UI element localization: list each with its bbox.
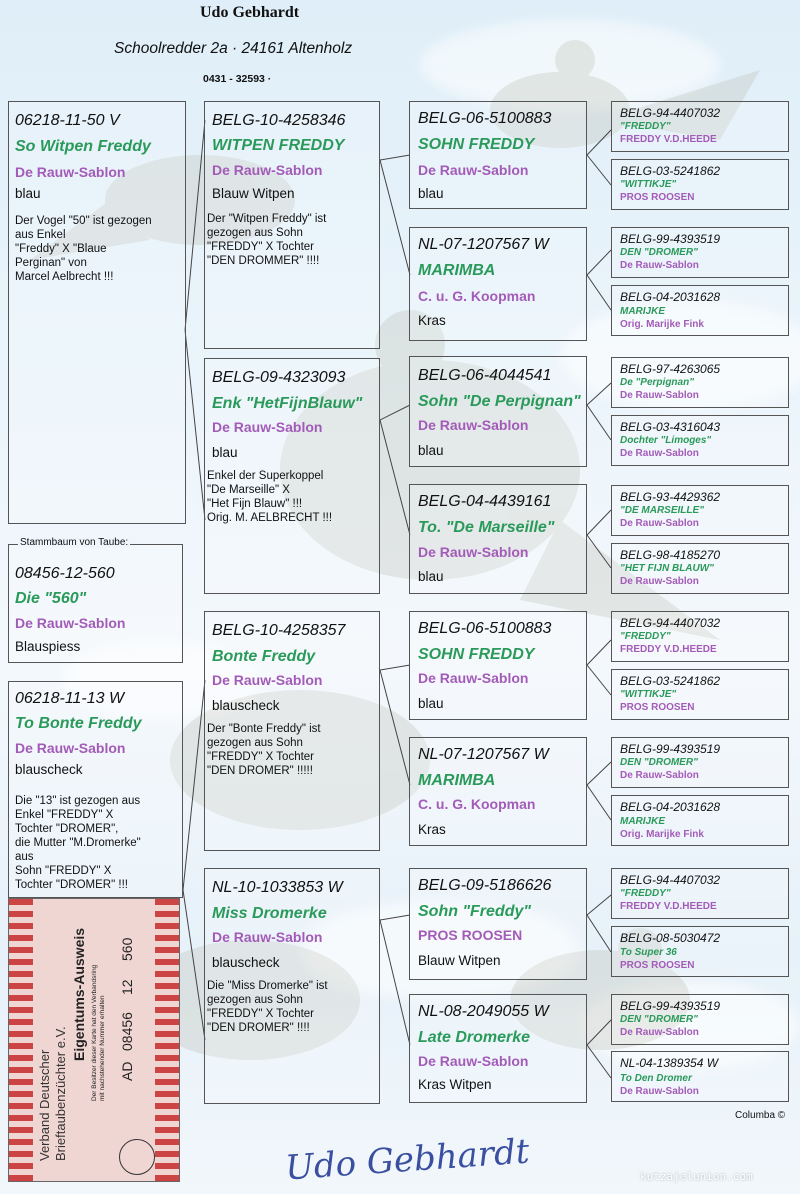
ring-number: BELG-04-2031628 [620, 290, 721, 304]
ring-number: BELG-99-4393519 [620, 999, 721, 1013]
breeder-name: FREDDY V.D.HEEDE [620, 644, 717, 655]
pigeon-name: To Bonte Freddy [15, 715, 142, 732]
gen3-card-5 [409, 611, 587, 720]
gen4-card-8 [611, 543, 789, 594]
breeder-name: De Rauw-Sablon [15, 164, 126, 180]
gen3-card-8 [409, 994, 587, 1103]
card-number1: 08456 [119, 1012, 135, 1051]
gen4-card-9 [611, 611, 789, 662]
breeder-name: De Rauw-Sablon [418, 670, 529, 686]
note-text: Die "Miss Dromerke" ist gezogen aus Sohn "FREDDY" X Tochter "DEN DROMER" !!!! [207, 980, 328, 1034]
card-small1: Der Besitzer dieser Karte hat den Verbandsring [91, 964, 98, 1101]
pigeon-name: SOHN FREDDY [418, 136, 535, 153]
plumage-color: blau [418, 186, 444, 201]
ring-number: BELG-04-2031628 [620, 800, 721, 814]
plumage-color: Blauw Witpen [212, 186, 295, 201]
subject-card [8, 544, 183, 663]
gen4-card-7 [611, 485, 789, 536]
ring-number: BELG-09-4323093 [212, 369, 346, 386]
pigeon-name: "FREDDY" [620, 121, 671, 132]
pigeon-name: Enk "HetFijnBlauw" [212, 395, 363, 412]
card-small2: mit nachstehender Nummer erhalten [99, 995, 106, 1101]
breeder-name: De Rauw-Sablon [620, 1027, 699, 1038]
pigeon-name: MARIJKE [620, 306, 666, 317]
ring-number: BELG-06-5100883 [418, 620, 552, 637]
plumage-color: blauscheck [212, 698, 280, 713]
plumage-color: blauscheck [212, 955, 280, 970]
owner-name: Udo Gebhardt [200, 4, 300, 21]
ring-number: NL-08-2049055 W [418, 1003, 549, 1020]
pigeon-name: MARIJKE [620, 816, 666, 827]
breeder-name: Orig. Marijke Fink [620, 319, 704, 330]
plumage-color: Kras Witpen [418, 1077, 492, 1092]
breeder-name: De Rauw-Sablon [620, 390, 699, 401]
ring-number: BELG-09-5186626 [418, 877, 552, 894]
ring-number: BELG-99-4393519 [620, 232, 721, 246]
gen2-card-4 [204, 868, 380, 1104]
gen4-card-16 [611, 1051, 789, 1102]
gen4-card-15 [611, 994, 789, 1045]
ring-number: BELG-04-4439161 [418, 493, 552, 510]
note-text: Der "Bonte Freddy" ist gezogen aus Sohn "FREDDY" X Tochter "DEN DROMER" !!!!! [207, 723, 321, 777]
breeder-name: PROS ROOSEN [620, 702, 695, 713]
breeder-name: Orig. Marijke Fink [620, 829, 704, 840]
breeder-name: De Rauw-Sablon [620, 448, 699, 459]
gen4-card-6 [611, 415, 789, 466]
card-number2: 12 [119, 979, 135, 995]
pigeon-name: Bonte Freddy [212, 648, 316, 665]
ring-number: BELG-93-4429362 [620, 490, 721, 504]
gen4-card-10 [611, 669, 789, 720]
gen2-card-2 [204, 358, 380, 594]
breeder-name: De Rauw-Sablon [620, 518, 699, 529]
ring-number: BELG-10-4258346 [212, 112, 346, 129]
pigeon-name: "FREDDY" [620, 888, 671, 899]
pigeon-name: "WITTIKJE" [620, 689, 677, 700]
ring-number: BELG-06-4044541 [418, 367, 552, 384]
dam-card [8, 681, 183, 898]
pigeon-name: "FREDDY" [620, 631, 671, 642]
breeder-name: De Rauw-Sablon [620, 770, 699, 781]
plumage-color: blau [212, 445, 238, 460]
ring-number: BELG-10-4258357 [212, 622, 346, 639]
note-text: Die "13" ist gezogen aus Enkel "FREDDY" X Tochter "DROMER", die Mutter "M.Dromerke" aus Sohn "FREDDY" X Tochter "DROMER" !!! [15, 795, 141, 891]
pigeon-name: SOHN FREDDY [418, 646, 535, 663]
plumage-color: Kras [418, 313, 446, 328]
pigeon-name: Late Dromerke [418, 1029, 531, 1046]
plumage-color: Kras [418, 822, 446, 837]
gen3-card-6 [409, 737, 587, 846]
gen3-card-2 [409, 227, 587, 341]
ring-number: BELG-06-5100883 [418, 110, 552, 127]
note-text: Enkel der Superkoppel "De Marseille" X "Het Fijn Blauw" !!! Orig. M. AELBRECHT !!! [207, 470, 333, 524]
breeder-name: De Rauw-Sablon [212, 162, 323, 178]
breeder-name: De Rauw-Sablon [418, 544, 529, 560]
pigeon-name: MARIMBA [418, 772, 496, 789]
breeder-name: De Rauw-Sablon [212, 419, 323, 435]
card-code: AD [119, 1061, 135, 1081]
pigeon-name: Sohn "Freddy" [418, 903, 531, 920]
ring-number: 08456-12-560 [15, 565, 115, 582]
pigeon-name: "HET FIJN BLAUW" [620, 563, 714, 574]
breeder-name: De Rauw-Sablon [418, 417, 529, 433]
breeder-name: C. u. G. Koopman [418, 796, 536, 812]
plumage-color: Blauw Witpen [418, 953, 501, 968]
gen4-card-5 [611, 357, 789, 408]
pigeon-name: "DE MARSEILLE" [620, 505, 704, 516]
plumage-color: blau [418, 569, 444, 584]
breeder-name: De Rauw-Sablon [620, 576, 699, 587]
plumage-color: Blauspiess [15, 639, 81, 654]
ownership-card [8, 898, 180, 1182]
breeder-name: De Rauw-Sablon [418, 162, 529, 178]
ring-number: BELG-97-4263065 [620, 362, 721, 376]
card-title: Eigentums-Ausweis [71, 927, 87, 1061]
ring-number: NL-10-1033853 W [212, 879, 343, 896]
ring-number: BELG-03-5241862 [620, 674, 721, 688]
owner-phone: 0431 - 32593 · [203, 73, 272, 85]
pigeon-name: De "Perpignan" [620, 377, 694, 388]
gen2-card-1 [204, 101, 380, 349]
ring-number: BELG-99-4393519 [620, 742, 721, 756]
card-line1: Verband Deutscher [37, 1049, 52, 1161]
stammbaum-label: Stammbaum von Taube: [20, 537, 129, 548]
gen3-card-3 [409, 356, 587, 467]
gen4-card-11 [611, 737, 789, 788]
ring-number: BELG-03-4316043 [620, 420, 721, 434]
gen4-card-3 [611, 227, 789, 278]
pigeon-name: Die "560" [15, 590, 87, 607]
pigeon-name: Miss Dromerke [212, 905, 327, 922]
breeder-name: De Rauw-Sablon [15, 740, 126, 756]
breeder-name: De Rauw-Sablon [15, 615, 126, 631]
plumage-color: blau [15, 186, 41, 201]
pigeon-name: WITPEN FREDDY [212, 137, 345, 154]
watermark-url: kutzajelunion.com [640, 1170, 753, 1183]
pigeon-name: Sohn "De Perpignan" [418, 393, 581, 410]
ring-number: BELG-94-4407032 [620, 873, 721, 887]
pigeon-name: DEN "DROMER" [620, 247, 698, 258]
dove-logo-icon [119, 1139, 155, 1175]
note-text: Der "Witpen Freddy" ist gezogen aus Sohn "FREDDY" X Tochter "DEN DROMMER" !!!! [207, 213, 327, 267]
gen2-card-3 [204, 611, 380, 851]
breeder-name: PROS ROOSEN [418, 927, 523, 943]
plumage-color: blauscheck [15, 762, 83, 777]
pigeon-name: To. "De Marseille" [418, 519, 555, 536]
breeder-name: De Rauw-Sablon [620, 1086, 699, 1097]
ring-number: BELG-98-4185270 [620, 548, 721, 562]
gen4-card-1 [611, 101, 789, 152]
plumage-color: blau [418, 696, 444, 711]
breeder-name: FREDDY V.D.HEEDE [620, 134, 717, 145]
gen4-card-12 [611, 795, 789, 846]
ring-number: NL-07-1207567 W [418, 236, 549, 253]
ring-number: 06218-11-50 V [15, 112, 120, 129]
columba-credit: Columba © [735, 1110, 786, 1121]
breeder-name: De Rauw-Sablon [212, 672, 323, 688]
ring-number: BELG-08-5030472 [620, 931, 721, 945]
ring-number: 06218-11-13 W [15, 690, 125, 707]
gen4-card-13 [611, 868, 789, 919]
breeder-name: FREDDY V.D.HEEDE [620, 901, 717, 912]
pigeon-name: To Den Dromer [620, 1073, 692, 1084]
pigeon-name: DEN "DROMER" [620, 757, 698, 768]
card-number3: 560 [119, 937, 135, 961]
pigeon-name: To Super 36 [620, 947, 677, 958]
ring-number: NL-04-1389354 W [620, 1056, 719, 1070]
breeder-name: De Rauw-Sablon [418, 1053, 529, 1069]
gen3-card-4 [409, 484, 587, 594]
gen3-card-7 [409, 868, 587, 980]
note-text: Der Vogel "50" ist gezogen aus Enkel "Freddy" X "Blaue Perginan" von Marcel Aelbrecht !!! [15, 215, 152, 283]
plumage-color: blau [418, 443, 444, 458]
ring-number: NL-07-1207567 W [418, 746, 549, 763]
pigeon-name: MARIMBA [418, 262, 496, 279]
gen3-card-1 [409, 101, 587, 209]
card-line2: Brieftaubenzüchter e.V. [53, 1026, 68, 1161]
gen4-card-2 [611, 159, 789, 210]
breeder-name: PROS ROOSEN [620, 192, 695, 203]
pigeon-name: So Witpen Freddy [15, 138, 151, 155]
signature: Udo Gebhardt [283, 1131, 531, 1189]
ring-number: BELG-03-5241862 [620, 164, 721, 178]
breeder-name: De Rauw-Sablon [212, 929, 323, 945]
ring-number: BELG-94-4407032 [620, 106, 721, 120]
sire-card [8, 101, 186, 524]
gen4-card-4 [611, 285, 789, 336]
owner-address: Schoolredder 2a · 24161 Altenholz [114, 40, 353, 57]
gen4-card-14 [611, 926, 789, 977]
breeder-name: PROS ROOSEN [620, 960, 695, 971]
pigeon-name: DEN "DROMER" [620, 1014, 698, 1025]
breeder-name: De Rauw-Sablon [620, 260, 699, 271]
pigeon-name: Dochter "Limoges" [620, 435, 712, 446]
breeder-name: C. u. G. Koopman [418, 288, 536, 304]
ring-number: BELG-94-4407032 [620, 616, 721, 630]
pigeon-name: "WITTIKJE" [620, 179, 677, 190]
